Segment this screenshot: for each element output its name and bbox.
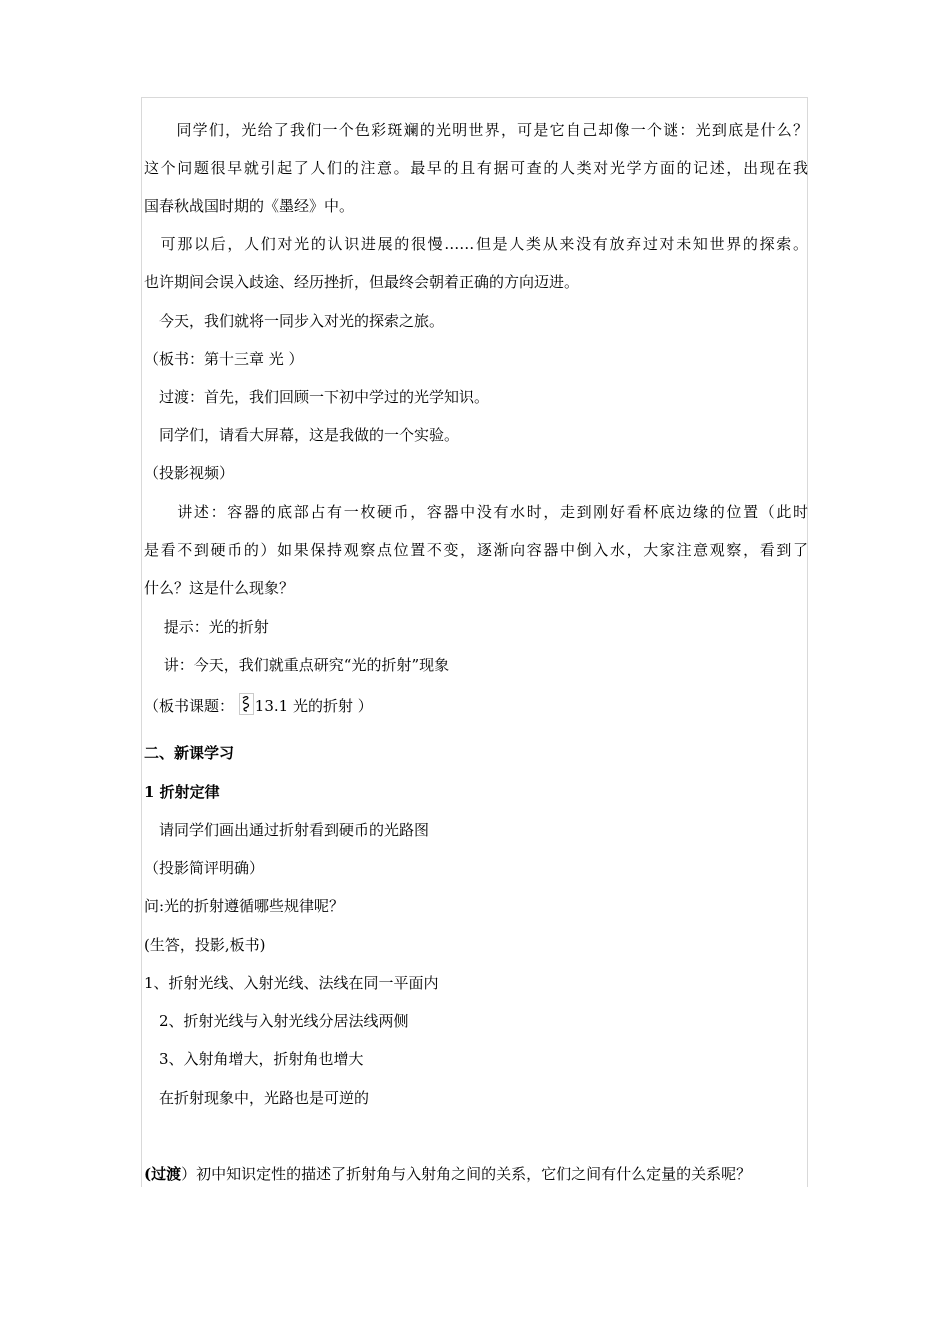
law-item-1: 1、折射光线、入射光线、法线在同一平面内: [144, 974, 439, 992]
paragraph-intro-line-1: 同学们，光给了我们一个色彩斑斓的光明世界，可是它自己却像一个谜：光到底是什么？: [144, 121, 808, 139]
paragraph-intro-line-3: 国春秋战国时期的《墨经》中。: [144, 197, 355, 215]
board-topic-prefix: （板书课题：: [144, 697, 239, 715]
board-topic: [144, 693, 808, 716]
narration-line-3: 什么？这是什么现象？: [144, 579, 295, 597]
paragraph-history-line-1: 可那以后，人们对光的认识进展的很慢……但是人类从来没有放弃过对未知世界的探索。: [144, 235, 808, 253]
board-chapter: （板书：第十三章 光 ）: [144, 350, 304, 368]
transition-text: ）初中知识定性的描述了折射角与入射角之间的关系，它们之间有什么定量的关系呢？: [181, 1165, 752, 1183]
experiment-intro: 同学们，请看大屏幕，这是我做的一个实验。: [144, 426, 460, 444]
law-item-2: 2、折射光线与入射光线分居法线两侧: [144, 1012, 409, 1030]
paragraph-today: 今天，我们就将一同步入对光的探索之旅。: [144, 312, 445, 330]
board-topic-text: 13.1 光的折射 ）: [254, 697, 373, 715]
transition-review: 过渡：首先，我们回顾一下初中学过的光学知识。: [144, 388, 490, 406]
narration-line-2: 是看不到硬币的）如果保持观察点位置不变，逐渐向容器中倒入水，大家注意观察，看到了: [144, 541, 808, 559]
draw-light-path: 请同学们画出通过折射看到硬币的光路图: [144, 821, 430, 839]
reversible-path: 在折射现象中，光路也是可逆的: [144, 1089, 370, 1107]
projection-video: （投影视频）: [144, 464, 235, 482]
projection-review: （投影简评明确）: [144, 859, 265, 877]
question-laws: 问:光的折射遵循哪些规律呢？: [144, 897, 345, 915]
section-title: 二、新课学习: [144, 744, 235, 762]
lecture-refraction: 讲：今天，我们就重点研究“光的折射”现象: [144, 656, 450, 674]
subsection-title: 1 折射定律: [144, 783, 220, 801]
paragraph-history-line-2: 也许期间会误入歧途、经历挫折，但最终会朝着正确的方向迈进。: [144, 273, 580, 291]
student-answer: (生答，投影,板书): [144, 936, 266, 954]
transition-quantitative: [144, 1164, 808, 1184]
narration-line-1: 讲述：容器的底部占有一枚硬币，容器中没有水时，走到刚好看杯底边缘的位置（此时: [144, 503, 808, 521]
hint-refraction: 提示：光的折射: [144, 618, 269, 636]
paragraph-intro-line-2: 这个问题很早就引起了人们的注意。最早的且有据可查的人类对光学方面的记述，出现在我: [144, 159, 808, 177]
law-item-3: 3、入射角增大，折射角也增大: [144, 1050, 364, 1068]
xi-symbol-icon: [239, 693, 254, 715]
transition-label: (过渡: [144, 1165, 182, 1183]
